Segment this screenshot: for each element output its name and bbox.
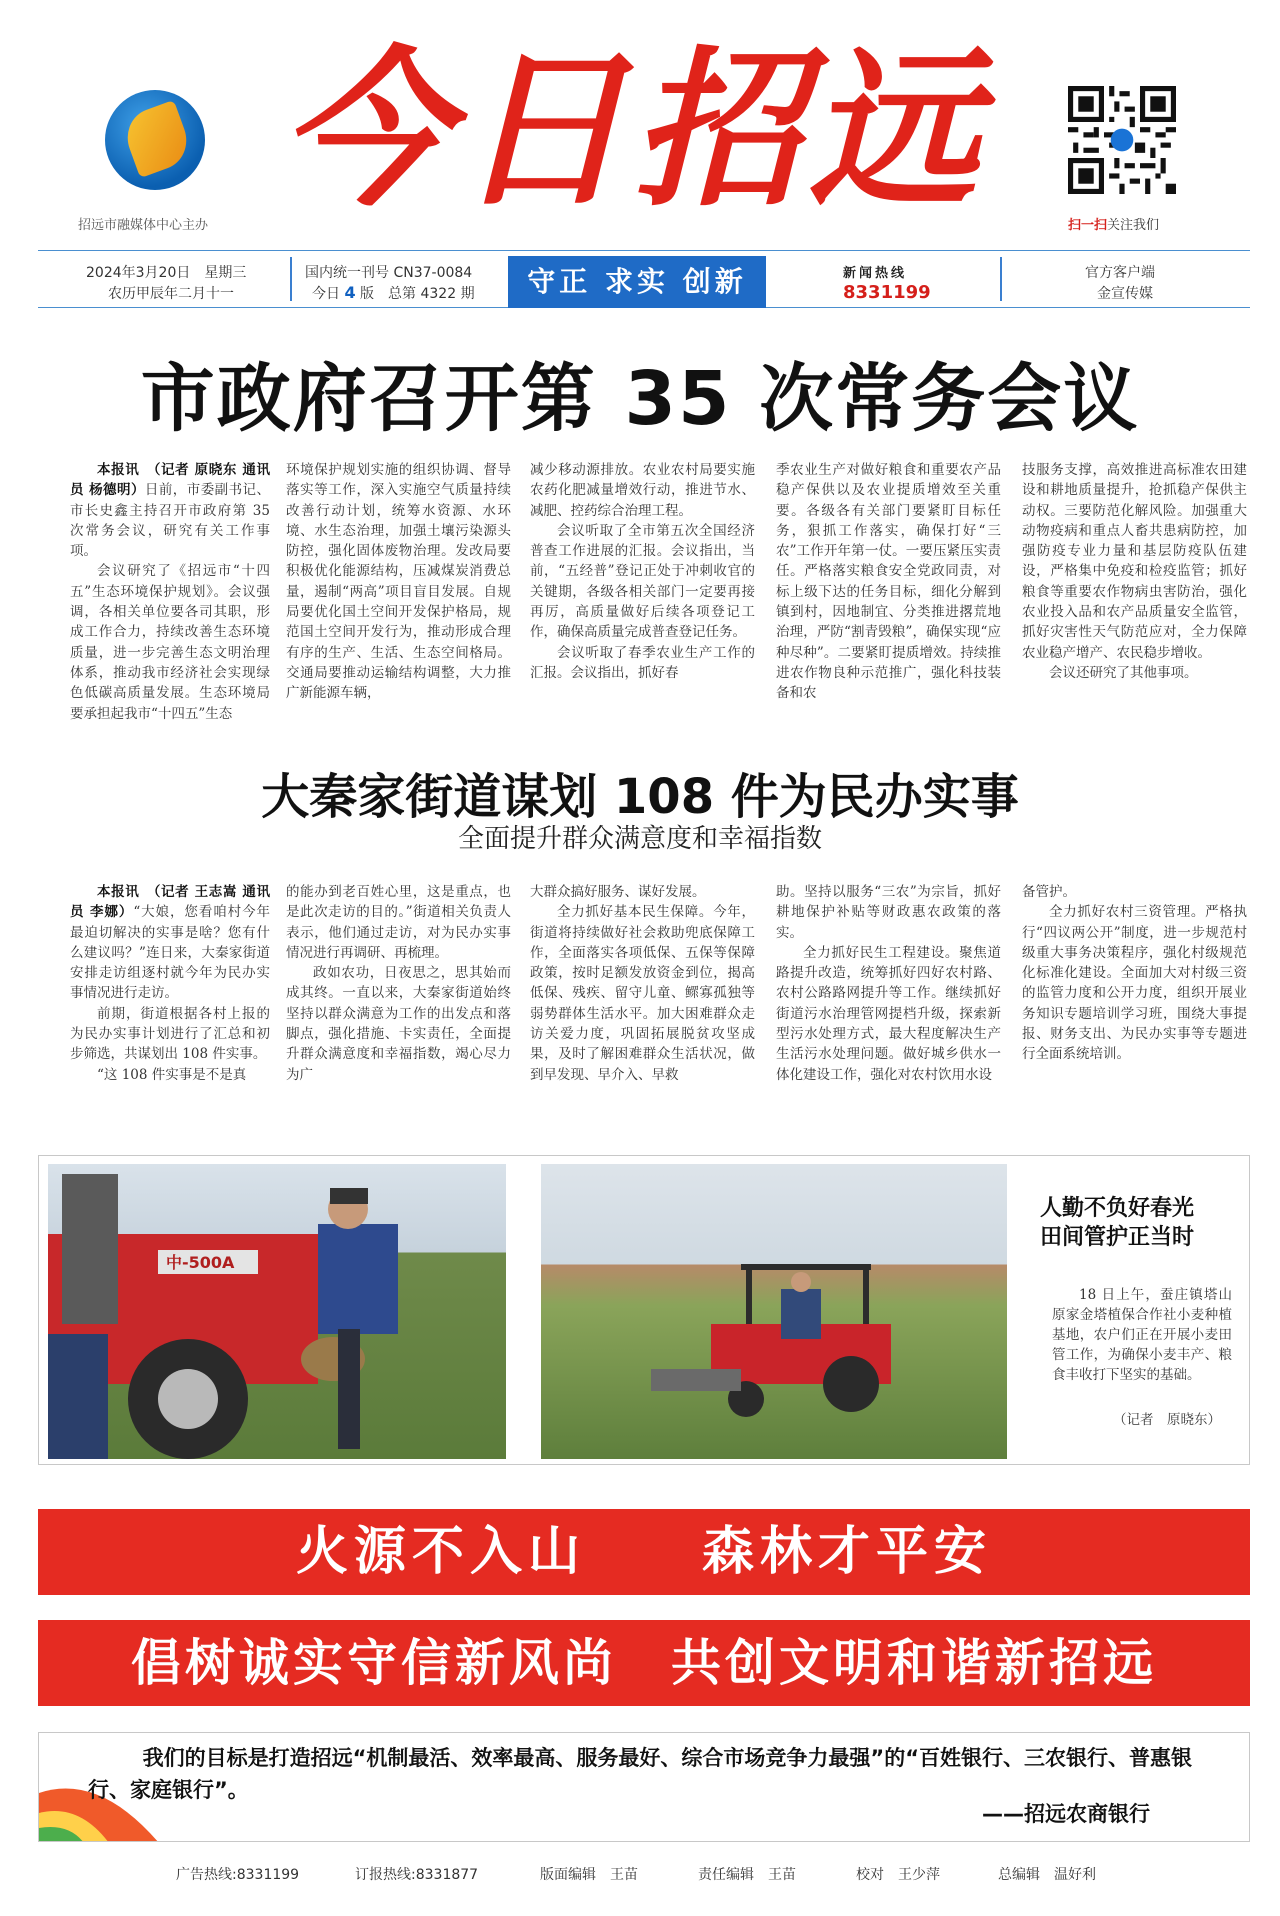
article2-text: “大娘，您看咱村今年最迫切解决的实事是啥？您有什么建议吗？”连日来，大秦家街道安排走访组逐村就今年为民办实事情况进行走访。 [70,904,270,1002]
host-organization: 招远市融媒体中心主办 [78,218,209,233]
hotline-number: 8331199 [843,282,931,303]
article2-text: 政如农功，日夜思之，思其始而成其终。一直以来，大秦家街道始终坚持以群众满意为工作的出发点和落脚点，强化措施、卡实责任，全面提升群众满意度和幸福指数，竭心尽力为广 [286,965,511,1083]
bank-ad-signature: ——招远农商银行 [982,1802,1150,1826]
article1-text: 环境保护规划实施的组织协调、督导落实等工作，深入实施空气质量持续改善行动计划，统筹水资源、水环境、水生态治理，加强土壤污染源头防控，强化固体废物治理。发改局要积极优化能源结构，压减煤炭消费总量，遏制“两高”项目盲目发展。自规局要优化国土空间开发保护格局，规范国土空间开发行为，推动形成合理有序的生产、生活、生态空间格局。交通局要推动运输结构调整，大力推广新能源车辆， [286,462,511,702]
field-tractor-photo [541,1164,1007,1459]
article2-text: 全力抓好基本民生保障。今年，街道将持续做好社会救助兜底保障工作，全面落实各项低保、五保等保障政策，按时足额发放资金到位，揭高低保、残疾、留守儿童、鳏寡孤独等弱势群体生活水平。加大困难群众走访关爱力度，巩固拓展脱贫攻坚成果，及时了解困难群众生活状况，做到早发现、早介入、早救 [530,904,755,1083]
article2-text: 全力抓好农村三资管理。严格执行“四议两公开”制度，进一步规范村级重大事务决策程序，强化村级规范化标准化建设。全面加大对村级三资的监管力度和公开力度，组织开展业务知识专题培训学习班，围绕大事提报、财务支出、为民办实事等专题进行全面系统培训。 [1022,904,1247,1063]
scan-label [1068,214,1159,233]
photo-title-line-1: 人勤不负好春光 [1040,1195,1195,1221]
subscription-hotline: 订报热线:8331877 [355,1867,479,1883]
duty-editor: 责任编辑 王苗 [698,1867,796,1883]
divider [290,257,292,301]
photo-credit: （记者 原晓东） [1113,1412,1221,1428]
photo-title-line-2: 田间管护正当时 [1040,1224,1195,1250]
motto-banner: 守正 求实 创新 [508,256,766,308]
slogan-banner-1: 火源不入山 森林才平安 [38,1509,1250,1595]
page-info [312,283,475,303]
article2-text: 大群众搞好服务、谋好发展。 [530,884,706,900]
proofreader: 校对 王少萍 [856,1867,940,1883]
article2-column-5 [1022,882,1247,1110]
layout-editor: 版面编辑 王苗 [540,1867,638,1883]
article1-lead: 本报讯 （记者 原晓东 通讯员 杨德明） [70,462,270,499]
photo-caption-title [1040,1194,1194,1252]
photo-caption-text: 18 日上午，蚕庄镇塔山原家金塔植保合作社小麦种植基地，农户们正在开展小麦田管工作，为确保小麦丰产、粮食丰收打下坚实的基础。 [1052,1287,1232,1383]
divider [1000,257,1002,301]
article2-text: 助。坚持以服务“三农”为宗旨，抓好耕地保护补贴等财政惠农政策的落实。 [776,884,1001,941]
article1-text: 日前，市委副书记、市长史鑫主持召开市政府第 35 次常务会议，研究有关工作事项。 [70,482,270,560]
tractor-label: 中-500A [166,1253,235,1272]
bank-ad-text: 我们的目标是打造招远“机制最活、效率最高、服务最好、综合市场竞争力最强”的“百姓银行、三农银行、普惠银行、家庭银行”。 [88,1746,1192,1802]
article1-text: 会议还研究了其他事项。 [1049,664,1198,681]
client-name: 金宣传媒 [1097,286,1153,302]
article1-column-5 [1022,460,1247,728]
photo-caption [1052,1285,1232,1385]
article1-text: 技服务支撑，高效推进高标准农田建设和耕地质量提升，抢抓稳产保供主动权。三要防范化解风险。加强重大动物疫病和重点人畜共患病防控，加强防疫专业力量和基层防疫队伍建设，严格集中免疫和检疫监管；抓好粮食等重要农作物病虫害防治，强化农业投入品和农产品质量安全监管，抓好灾害性天气防范应对，全力保障农业稳产增产、农民稳步增收。 [1022,462,1247,661]
page-suffix: 版 总第 4322 期 [360,286,475,302]
article2-text: “这 108 件实事是不是真 [97,1066,247,1083]
headline-2: 大秦家街道谋划 108 件为民办实事 [261,769,1019,825]
article1-column-1 [70,460,270,728]
chief-editor: 总编辑 温好利 [998,1867,1096,1883]
headline-1: 市政府召开第 35 次常务会议 [140,356,1140,442]
article1-text: 季农业生产对做好粮食和重要农产品稳产保供以及农业提质增效至关重要。各级各有关部门要紧盯目标任务，狠抓工作落实，确保打好“三农”工作开年第一仗。一要压紧压实责任。严格落实粮食安全党政同责，对标上级下达的任务目标，细化分解到镇到村，因地制宜、分类推进撂荒地治理，严防“割青毁粮”，确保实现“应种尽种”。二要紧盯提质增效。持续推进农作物良种示范推广，强化科技装备和农 [776,462,1001,702]
article2-column-4 [776,882,1001,1110]
lunar-date: 农历甲辰年二月十一 [108,286,234,302]
page-count: 4 [344,283,356,302]
article2-text: 的能办到老百姓心里，这是重点，也是此次走访的目的。”街道相关负责人表示，他们通过走访，对为民办实事情况进行再调研、再梳理。 [286,884,511,961]
cn-number: 国内统一刊号 CN37-0084 [305,265,473,281]
article2-column-2 [286,882,511,1110]
article1-column-3 [530,460,755,728]
article2-text: 前期，街道根据各村上报的为民办实事计划进行了汇总和初步筛选，共谋划出 108 件实事。 [70,1005,270,1063]
article1-text: 减少移动源排放。农业农村局要实施农药化肥减量增效行动，推进节水、减肥、控药综合治理工程。 [530,462,755,519]
slogan-banner-2: 倡树诚实守信新风尚 共创文明和谐新招远 [38,1620,1250,1706]
article2-column-3 [530,882,755,1110]
scan-suffix: 关注我们 [1107,218,1160,233]
article2-text: 全力抓好民生工程建设。聚焦道路提升改造，统筹抓好四好农村路、农村公路路网提升等工作。继续抓好街道污水治理管网提档升级，探索新型污水处理方式，最大程度解决生产生活污水处理问题。做好城乡供水一体化建设工作，强化对农村饮用水设 [776,944,1001,1083]
ad-hotline: 广告热线:8331199 [176,1867,300,1883]
hotline-label: 新闻热线 [843,266,908,281]
article1-text: 会议研究了《招远市“十四五”生态环境保护规划》。会议强调，各相关单位要各司其职，形成工作合力，持续改善生态环境质量，进一步完善生态文明治理体系，推动我市经济社会实现绿色低碳高质量发展。生态环境局要承担起我市“十四五”生态 [70,563,270,722]
article2-lead: 本报讯 （记者 王志嵩 通讯员 李娜） [70,884,270,921]
article1-column-4 [776,460,1001,728]
top-rule [38,250,1250,251]
article1-text: 会议听取了春季农业生产工作的汇报。会议指出，抓好春 [530,644,755,681]
article1-text: 会议听取了全市第五次全国经济普查工作进展的汇报。会议指出，当前，“五经普”登记正处于冲刺收官的关键期，各级各相关部门一定要再接再厉，高质量做好后续各项登记工作，确保高质量完成普查登记任务。 [530,522,755,641]
farmer-tractor-photo [48,1164,506,1459]
issue-date: 2024年3月20日 星期三 [86,265,247,281]
page-prefix: 今日 [312,286,340,302]
qr-code-icon [1068,86,1176,194]
scan-prefix: 扫一扫 [1068,218,1108,233]
article2-column-1 [70,882,270,1110]
subhead-2: 全面提升群众满意度和幸福指数 [457,824,822,854]
article1-column-2 [286,460,511,728]
client-label: 官方客户端 [1085,265,1155,281]
masthead-title: 今日招远 [280,30,985,230]
article2-text: 备管护。 [1022,884,1076,900]
